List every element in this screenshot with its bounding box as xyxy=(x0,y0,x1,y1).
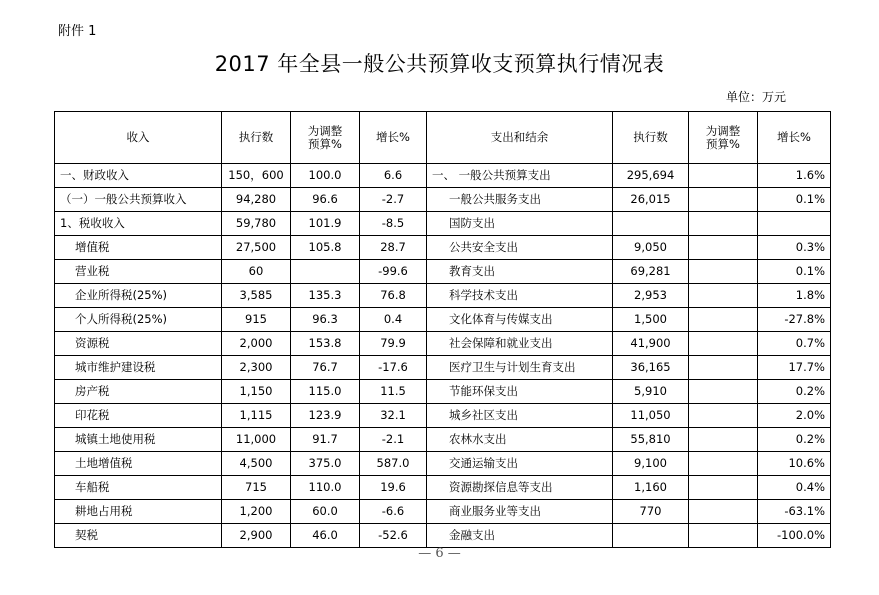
table-row xyxy=(55,308,831,332)
expense-exec: 69,281 xyxy=(613,260,689,284)
expense-growth: -27.8% xyxy=(758,308,831,332)
expense-growth: 0.7% xyxy=(758,332,831,356)
expense-item: 农林水支出 xyxy=(427,428,613,452)
expense-item: 一般公共服务支出 xyxy=(427,188,613,212)
expense-growth: 0.4% xyxy=(758,476,831,500)
expense-exec: 41,900 xyxy=(613,332,689,356)
income-exec: 2,300 xyxy=(222,356,291,380)
income-exec: 2,000 xyxy=(222,332,291,356)
income-item: 增值税 xyxy=(55,236,222,260)
income-exec: 60 xyxy=(222,260,291,284)
table-row xyxy=(55,380,831,404)
expense-budget xyxy=(689,284,758,308)
expense-item: 交通运输支出 xyxy=(427,452,613,476)
header-income-budget-line2: 预算% xyxy=(308,136,342,151)
header-expense-budget xyxy=(689,112,758,164)
income-item: （一）一般公共预算收入 xyxy=(55,188,222,212)
unit-label: 单位：万元 xyxy=(726,90,787,104)
table-header-row xyxy=(55,112,831,164)
income-budget: 100.0 xyxy=(291,164,360,188)
expense-growth: 2.0% xyxy=(758,404,831,428)
header-income-growth: 增长% xyxy=(360,112,427,164)
table-row xyxy=(55,452,831,476)
income-budget: 153.8 xyxy=(291,332,360,356)
header-expense-budget-line1: 为调整 xyxy=(705,123,741,138)
income-exec: 915 xyxy=(222,308,291,332)
expense-exec: 11,050 xyxy=(613,404,689,428)
expense-item: 资源勘探信息等支出 xyxy=(427,476,613,500)
table-row xyxy=(55,356,831,380)
income-exec: 94,280 xyxy=(222,188,291,212)
expense-budget xyxy=(689,428,758,452)
income-growth: 76.8 xyxy=(360,284,427,308)
expense-item: 社会保障和就业支出 xyxy=(427,332,613,356)
income-budget: 375.0 xyxy=(291,452,360,476)
income-item: 营业税 xyxy=(55,260,222,284)
income-growth: 587.0 xyxy=(360,452,427,476)
expense-exec xyxy=(613,524,689,548)
table-row xyxy=(55,500,831,524)
header-expense: 支出和结余 xyxy=(427,112,613,164)
table-row xyxy=(55,260,831,284)
income-budget: 46.0 xyxy=(291,524,360,548)
income-growth: -2.1 xyxy=(360,428,427,452)
income-growth: 0.4 xyxy=(360,308,427,332)
income-exec: 1,150 xyxy=(222,380,291,404)
expense-budget xyxy=(689,500,758,524)
expense-growth: 17.7% xyxy=(758,356,831,380)
income-exec: 59,780 xyxy=(222,212,291,236)
income-exec: 2,900 xyxy=(222,524,291,548)
table-row xyxy=(55,188,831,212)
income-growth: -2.7 xyxy=(360,188,427,212)
expense-budget xyxy=(689,332,758,356)
header-expense-growth: 增长% xyxy=(758,112,831,164)
income-growth: -17.6 xyxy=(360,356,427,380)
income-item: 1、税收收入 xyxy=(55,212,222,236)
table-row xyxy=(55,524,831,548)
income-item: 城镇土地使用税 xyxy=(55,428,222,452)
expense-item: 金融支出 xyxy=(427,524,613,548)
header-expense-budget-line2: 预算% xyxy=(706,136,740,151)
income-growth: 28.7 xyxy=(360,236,427,260)
expense-budget xyxy=(689,452,758,476)
income-growth: -6.6 xyxy=(360,500,427,524)
expense-budget xyxy=(689,524,758,548)
income-exec: 715 xyxy=(222,476,291,500)
income-budget: 91.7 xyxy=(291,428,360,452)
income-item: 车船税 xyxy=(55,476,222,500)
income-growth: -8.5 xyxy=(360,212,427,236)
income-item: 一、财政收入 xyxy=(55,164,222,188)
expense-exec: 295,694 xyxy=(613,164,689,188)
table-row xyxy=(55,476,831,500)
income-item: 城市维护建设税 xyxy=(55,356,222,380)
expense-growth: 0.3% xyxy=(758,236,831,260)
header-income: 收入 xyxy=(55,112,222,164)
income-item: 土地增值税 xyxy=(55,452,222,476)
income-growth: 19.6 xyxy=(360,476,427,500)
expense-exec: 2,953 xyxy=(613,284,689,308)
expense-budget xyxy=(689,212,758,236)
income-item: 资源税 xyxy=(55,332,222,356)
header-income-budget xyxy=(291,112,360,164)
page-number: — 6 — xyxy=(418,546,461,561)
income-item: 耕地占用税 xyxy=(55,500,222,524)
income-exec: 4,500 xyxy=(222,452,291,476)
income-budget: 101.9 xyxy=(291,212,360,236)
income-growth: -99.6 xyxy=(360,260,427,284)
expense-budget xyxy=(689,308,758,332)
income-budget: 60.0 xyxy=(291,500,360,524)
expense-growth: 10.6% xyxy=(758,452,831,476)
expense-budget xyxy=(689,164,758,188)
income-item: 印花税 xyxy=(55,404,222,428)
income-growth: 11.5 xyxy=(360,380,427,404)
income-item: 契税 xyxy=(55,524,222,548)
expense-item: 公共安全支出 xyxy=(427,236,613,260)
header-income-exec: 执行数 xyxy=(222,112,291,164)
table-row xyxy=(55,332,831,356)
income-growth: 79.9 xyxy=(360,332,427,356)
expense-growth: 0.1% xyxy=(758,188,831,212)
expense-growth: 0.2% xyxy=(758,428,831,452)
expense-exec: 36,165 xyxy=(613,356,689,380)
expense-growth: 0.2% xyxy=(758,380,831,404)
expense-exec: 26,015 xyxy=(613,188,689,212)
expense-budget xyxy=(689,236,758,260)
income-exec: 11,000 xyxy=(222,428,291,452)
expense-item: 科学技术支出 xyxy=(427,284,613,308)
expense-exec xyxy=(613,212,689,236)
income-exec: 3,585 xyxy=(222,284,291,308)
income-growth: -52.6 xyxy=(360,524,427,548)
budget-table xyxy=(54,111,831,548)
income-budget: 110.0 xyxy=(291,476,360,500)
income-budget: 76.7 xyxy=(291,356,360,380)
expense-item: 教育支出 xyxy=(427,260,613,284)
expense-budget xyxy=(689,404,758,428)
expense-budget xyxy=(689,188,758,212)
income-item: 房产税 xyxy=(55,380,222,404)
table-row xyxy=(55,212,831,236)
expense-growth: -63.1% xyxy=(758,500,831,524)
expense-item: 商业服务业等支出 xyxy=(427,500,613,524)
expense-budget xyxy=(689,260,758,284)
expense-item: 医疗卫生与计划生育支出 xyxy=(427,356,613,380)
income-growth: 32.1 xyxy=(360,404,427,428)
income-budget: 96.3 xyxy=(291,308,360,332)
expense-exec: 770 xyxy=(613,500,689,524)
expense-growth: -100.0% xyxy=(758,524,831,548)
expense-exec: 9,050 xyxy=(613,236,689,260)
table-row xyxy=(55,236,831,260)
expense-budget xyxy=(689,356,758,380)
income-item: 个人所得税(25%) xyxy=(55,308,222,332)
income-budget xyxy=(291,260,360,284)
income-exec: 1,115 xyxy=(222,404,291,428)
expense-item: 城乡社区支出 xyxy=(427,404,613,428)
attachment-label: 附件 1 xyxy=(58,24,97,39)
income-exec: 150，600 xyxy=(222,164,291,188)
expense-exec: 1,160 xyxy=(613,476,689,500)
expense-growth xyxy=(758,212,831,236)
income-exec: 1,200 xyxy=(222,500,291,524)
expense-growth: 1.6% xyxy=(758,164,831,188)
income-budget: 123.9 xyxy=(291,404,360,428)
income-exec: 27,500 xyxy=(222,236,291,260)
expense-exec: 55,810 xyxy=(613,428,689,452)
expense-item: 节能环保支出 xyxy=(427,380,613,404)
expense-growth: 1.8% xyxy=(758,284,831,308)
income-item: 企业所得税(25%) xyxy=(55,284,222,308)
expense-item: 国防支出 xyxy=(427,212,613,236)
header-expense-exec: 执行数 xyxy=(613,112,689,164)
income-budget: 115.0 xyxy=(291,380,360,404)
income-budget: 96.6 xyxy=(291,188,360,212)
expense-item: 一、 一般公共预算支出 xyxy=(427,164,613,188)
expense-budget xyxy=(689,380,758,404)
income-budget: 135.3 xyxy=(291,284,360,308)
table-body xyxy=(55,164,831,548)
page-title: 2017 年全县一般公共预算收支预算执行情况表 xyxy=(214,52,665,76)
income-budget: 105.8 xyxy=(291,236,360,260)
table-row xyxy=(55,284,831,308)
header-income-budget-line1: 为调整 xyxy=(307,123,343,138)
expense-exec: 5,910 xyxy=(613,380,689,404)
income-growth: 6.6 xyxy=(360,164,427,188)
table-row xyxy=(55,428,831,452)
table-row xyxy=(55,404,831,428)
expense-exec: 1,500 xyxy=(613,308,689,332)
table-row xyxy=(55,164,831,188)
expense-growth: 0.1% xyxy=(758,260,831,284)
expense-budget xyxy=(689,476,758,500)
expense-item: 文化体育与传媒支出 xyxy=(427,308,613,332)
expense-exec: 9,100 xyxy=(613,452,689,476)
